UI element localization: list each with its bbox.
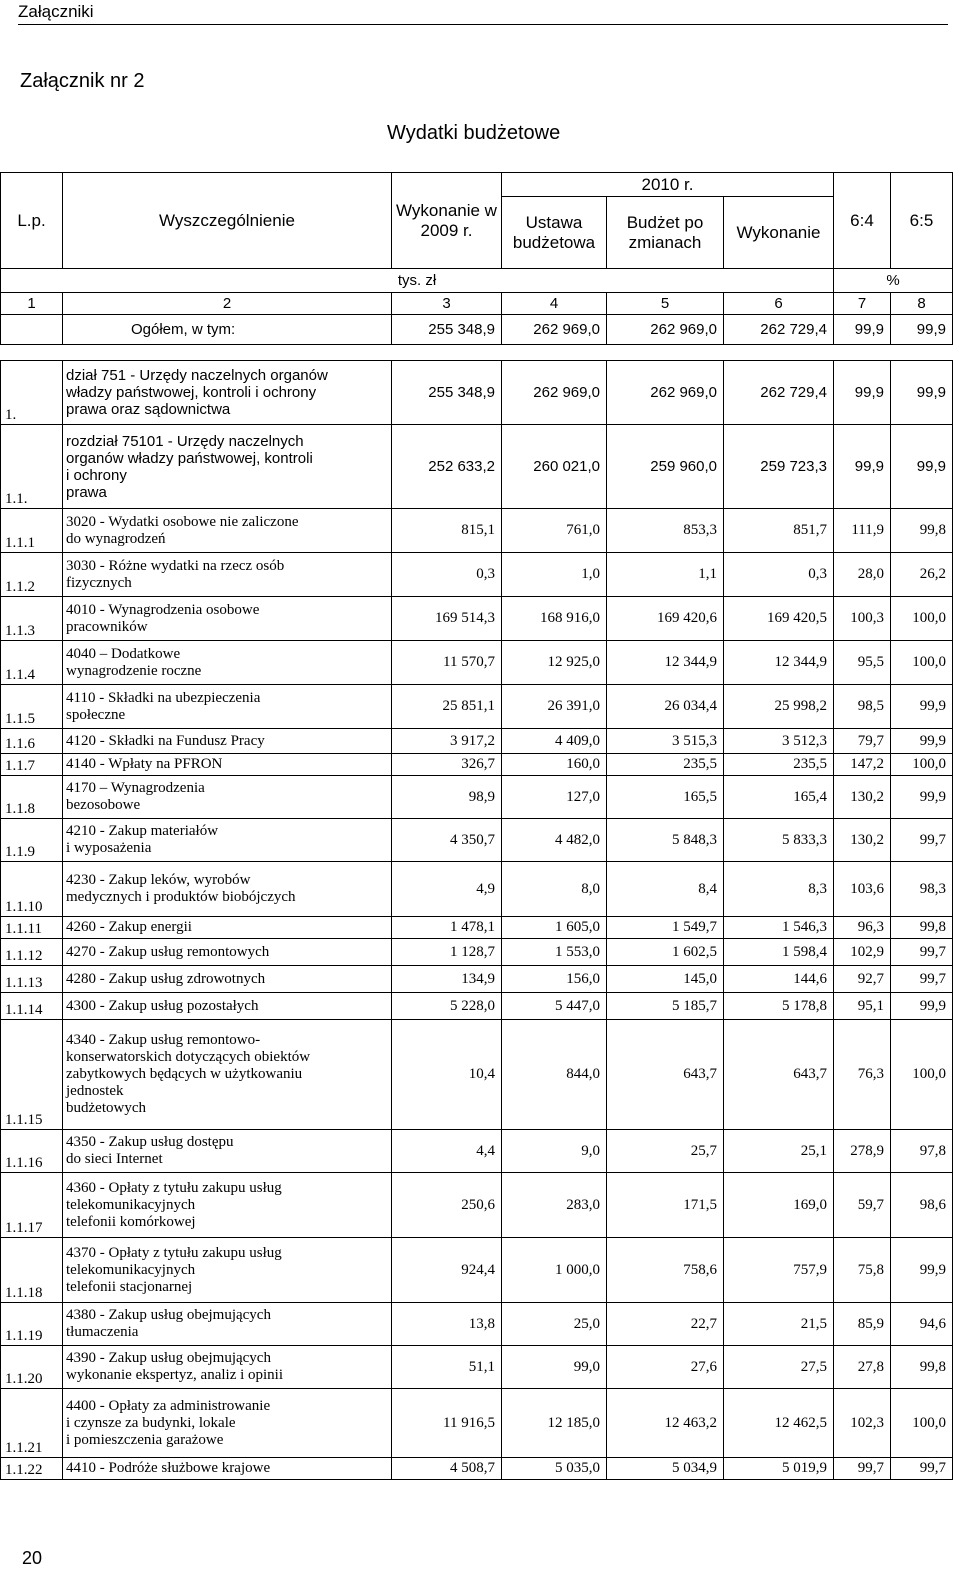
row-value: 102,9 — [834, 939, 891, 966]
column-number: 2 — [63, 293, 392, 315]
row-value: 98,3 — [891, 862, 953, 917]
row-number: 1.1.6 — [1, 729, 63, 754]
row-value: 99,7 — [891, 939, 953, 966]
row-value: 59,7 — [834, 1173, 891, 1238]
col-ustawa-header: Ustawa budżetowa — [502, 197, 607, 269]
row-value: 156,0 — [502, 966, 607, 993]
row-number: 1.1.5 — [1, 685, 63, 729]
row-description: 4040 – Dodatkowe wynagrodzenie roczne — [63, 641, 392, 685]
row-value: 79,7 — [834, 729, 891, 754]
row-number: 1.1.2 — [1, 553, 63, 597]
row-value: 1,0 — [502, 553, 607, 597]
row-value: 96,3 — [834, 917, 891, 939]
row-value: 144,6 — [724, 966, 834, 993]
row-value: 99,0 — [502, 1346, 607, 1389]
row-value: 5 019,9 — [724, 1458, 834, 1480]
row-number: 1.1.9 — [1, 819, 63, 862]
row-description: 4380 - Zakup usług obejmujących tłumaczenia — [63, 1303, 392, 1346]
row-description: 3020 - Wydatki osobowe nie zaliczone do wynagrodzeń — [63, 509, 392, 553]
row-value: 100,0 — [891, 641, 953, 685]
row-value: 12 463,2 — [607, 1389, 724, 1458]
row-value: 643,7 — [607, 1020, 724, 1130]
row-value: 758,6 — [607, 1238, 724, 1303]
page-number: 20 — [22, 1548, 43, 1568]
row-value: 1 000,0 — [502, 1238, 607, 1303]
row-value: 4 409,0 — [502, 729, 607, 754]
row-value: 160,0 — [502, 754, 607, 776]
row-value: 95,5 — [834, 641, 891, 685]
row-value: 259 960,0 — [607, 425, 724, 509]
column-number: 5 — [607, 293, 724, 315]
row-value: 12 462,5 — [724, 1389, 834, 1458]
row-value: 3 512,3 — [724, 729, 834, 754]
row-value: 26 034,4 — [607, 685, 724, 729]
row-description: 4340 - Zakup usług remontowo- konserwatorskich dotyczących obiektów zabytkowych będących w użytkowaniu jednostek budżetowych — [63, 1020, 392, 1130]
table-row — [1, 1173, 953, 1238]
row-value: 643,7 — [724, 1020, 834, 1130]
row-value: 262 969,0 — [502, 361, 607, 425]
row-value: 4 508,7 — [392, 1458, 502, 1480]
table-row — [1, 1130, 953, 1173]
row-value: 5 035,0 — [502, 1458, 607, 1480]
row-value: 851,7 — [724, 509, 834, 553]
row-value: 99,7 — [891, 966, 953, 993]
row-description: 4140 - Wpłaty na PFRON — [63, 754, 392, 776]
row-value: 169 420,6 — [607, 597, 724, 641]
row-value: 252 633,2 — [392, 425, 502, 509]
row-value: 5 228,0 — [392, 993, 502, 1020]
row-value: 99,8 — [891, 917, 953, 939]
row-value: 235,5 — [724, 754, 834, 776]
total-value: 99,9 — [834, 315, 891, 345]
row-value: 169 420,5 — [724, 597, 834, 641]
total-value: 262 969,0 — [502, 315, 607, 345]
row-value: 0,3 — [724, 553, 834, 597]
row-description: 4120 - Składki na Fundusz Pracy — [63, 729, 392, 754]
row-description: rozdział 75101 - Urzędy naczelnych organów władzy państwowej, kontroli i ochrony prawa — [63, 425, 392, 509]
row-value: 326,7 — [392, 754, 502, 776]
col-desc-header: Wyszczególnienie — [63, 173, 392, 269]
row-value: 1 128,7 — [392, 939, 502, 966]
row-value: 283,0 — [502, 1173, 607, 1238]
row-value: 5 848,3 — [607, 819, 724, 862]
row-value: 28,0 — [834, 553, 891, 597]
row-value: 8,0 — [502, 862, 607, 917]
row-value: 260 021,0 — [502, 425, 607, 509]
row-description: 4010 - Wynagrodzenia osobowe pracowników — [63, 597, 392, 641]
total-value: 99,9 — [891, 315, 953, 345]
row-description: 4260 - Zakup energii — [63, 917, 392, 939]
col-ratio64-header: 6:4 — [834, 173, 891, 269]
row-description: 4110 - Składki na ubezpieczenia społeczne — [63, 685, 392, 729]
table-row — [1, 1238, 953, 1303]
row-value: 99,9 — [834, 425, 891, 509]
row-value: 127,0 — [502, 776, 607, 819]
row-value: 1 546,3 — [724, 917, 834, 939]
row-value: 761,0 — [502, 509, 607, 553]
table-row — [1, 917, 953, 939]
row-value: 102,3 — [834, 1389, 891, 1458]
row-value: 145,0 — [607, 966, 724, 993]
row-value: 94,6 — [891, 1303, 953, 1346]
row-value: 100,0 — [891, 597, 953, 641]
row-value: 99,9 — [891, 361, 953, 425]
row-number: 1.1.3 — [1, 597, 63, 641]
unit-percent: % — [834, 269, 953, 293]
row-value: 100,0 — [891, 754, 953, 776]
row-value: 757,9 — [724, 1238, 834, 1303]
row-value: 171,5 — [607, 1173, 724, 1238]
row-value: 25,0 — [502, 1303, 607, 1346]
row-value: 26 391,0 — [502, 685, 607, 729]
table-row — [1, 776, 953, 819]
row-value: 99,9 — [891, 729, 953, 754]
table-row — [1, 597, 953, 641]
row-value: 4 350,7 — [392, 819, 502, 862]
row-value: 5 185,7 — [607, 993, 724, 1020]
row-value: 165,5 — [607, 776, 724, 819]
row-value: 262 729,4 — [724, 361, 834, 425]
row-value: 4,4 — [392, 1130, 502, 1173]
row-value: 25,7 — [607, 1130, 724, 1173]
row-value: 10,4 — [392, 1020, 502, 1130]
row-value: 255 348,9 — [392, 361, 502, 425]
table-row — [1, 1020, 953, 1130]
row-value: 99,8 — [891, 1346, 953, 1389]
column-number: 6 — [724, 293, 834, 315]
row-value: 27,8 — [834, 1346, 891, 1389]
row-value: 75,8 — [834, 1238, 891, 1303]
row-value: 25 851,1 — [392, 685, 502, 729]
row-number: 1.1.12 — [1, 939, 63, 966]
column-number: 8 — [891, 293, 953, 315]
row-number: 1. — [1, 361, 63, 425]
row-value: 26,2 — [891, 553, 953, 597]
row-value: 815,1 — [392, 509, 502, 553]
row-value: 130,2 — [834, 819, 891, 862]
row-value: 250,6 — [392, 1173, 502, 1238]
row-number: 1.1.11 — [1, 917, 63, 939]
table-row — [1, 641, 953, 685]
row-value: 25 998,2 — [724, 685, 834, 729]
row-number: 1.1.14 — [1, 993, 63, 1020]
total-label: Ogółem, w tym: — [63, 315, 392, 345]
row-value: 235,5 — [607, 754, 724, 776]
row-number: 1.1.20 — [1, 1346, 63, 1389]
row-value: 147,2 — [834, 754, 891, 776]
table-row — [1, 993, 953, 1020]
row-number: 1.1. — [1, 425, 63, 509]
row-description: 4280 - Zakup usług zdrowotnych — [63, 966, 392, 993]
expenditure-table — [0, 172, 953, 1480]
row-value: 9,0 — [502, 1130, 607, 1173]
table-row — [1, 862, 953, 917]
row-description: 4360 - Opłaty z tytułu zakupu usług telekomunikacyjnych telefonii komórkowej — [63, 1173, 392, 1238]
column-number: 3 — [392, 293, 502, 315]
row-value: 5 178,8 — [724, 993, 834, 1020]
row-value: 85,9 — [834, 1303, 891, 1346]
row-description: 4350 - Zakup usług dostępu do sieci Internet — [63, 1130, 392, 1173]
row-description: dział 751 - Urzędy naczelnych organów władzy państwowej, kontroli i ochrony prawa oraz sądownictwa — [63, 361, 392, 425]
row-value: 27,5 — [724, 1346, 834, 1389]
row-description: 4210 - Zakup materiałów i wyposażenia — [63, 819, 392, 862]
row-value: 12 344,9 — [607, 641, 724, 685]
row-number: 1.1.21 — [1, 1389, 63, 1458]
page-title: Wydatki budżetowe — [387, 122, 561, 144]
row-number: 1.1.8 — [1, 776, 63, 819]
row-number: 1.1.13 — [1, 966, 63, 993]
row-value: 103,6 — [834, 862, 891, 917]
row-value: 4,9 — [392, 862, 502, 917]
total-lp — [1, 315, 63, 345]
row-value: 25,1 — [724, 1130, 834, 1173]
header-divider — [18, 24, 948, 25]
row-value: 100,3 — [834, 597, 891, 641]
row-number: 1.1.18 — [1, 1238, 63, 1303]
row-value: 97,8 — [891, 1130, 953, 1173]
row-value: 4 482,0 — [502, 819, 607, 862]
total-row — [1, 315, 953, 345]
col-budzet-header: Budżet po zmianach — [607, 197, 724, 269]
row-value: 99,9 — [891, 425, 953, 509]
row-description: 4300 - Zakup usług pozostałych — [63, 993, 392, 1020]
table-row — [1, 729, 953, 754]
row-value: 1 549,7 — [607, 917, 724, 939]
row-value: 1 602,5 — [607, 939, 724, 966]
row-value: 99,7 — [834, 1458, 891, 1480]
row-value: 13,8 — [392, 1303, 502, 1346]
table-row — [1, 1303, 953, 1346]
table-row — [1, 425, 953, 509]
table-row — [1, 1346, 953, 1389]
row-value: 99,9 — [834, 361, 891, 425]
row-value: 12 925,0 — [502, 641, 607, 685]
row-value: 111,9 — [834, 509, 891, 553]
row-value: 99,9 — [891, 776, 953, 819]
row-description: 4400 - Opłaty za administrowanie i czynsze za budynki, lokale i pomieszczenia garażowe — [63, 1389, 392, 1458]
row-value: 259 723,3 — [724, 425, 834, 509]
column-number: 1 — [1, 293, 63, 315]
row-value: 130,2 — [834, 776, 891, 819]
table-row — [1, 966, 953, 993]
row-value: 8,4 — [607, 862, 724, 917]
row-value: 924,4 — [392, 1238, 502, 1303]
row-value: 165,4 — [724, 776, 834, 819]
row-value: 21,5 — [724, 1303, 834, 1346]
row-value: 27,6 — [607, 1346, 724, 1389]
column-number: 7 — [834, 293, 891, 315]
row-value: 134,9 — [392, 966, 502, 993]
row-value: 98,6 — [891, 1173, 953, 1238]
row-value: 92,7 — [834, 966, 891, 993]
row-description: 4270 - Zakup usług remontowych — [63, 939, 392, 966]
row-value: 5 833,3 — [724, 819, 834, 862]
row-number: 1.1.1 — [1, 509, 63, 553]
row-value: 22,7 — [607, 1303, 724, 1346]
col-wykonanie-header: Wykonanie — [724, 197, 834, 269]
row-value: 76,3 — [834, 1020, 891, 1130]
column-number: 4 — [502, 293, 607, 315]
table-row — [1, 1389, 953, 1458]
row-value: 8,3 — [724, 862, 834, 917]
row-value: 262 969,0 — [607, 361, 724, 425]
row-value: 1,1 — [607, 553, 724, 597]
col-lp-header: L.p. — [1, 173, 63, 269]
total-value: 262 729,4 — [724, 315, 834, 345]
row-value: 100,0 — [891, 1020, 953, 1130]
row-description: 4410 - Podróże służbowe krajowe — [63, 1458, 392, 1480]
row-value: 168 916,0 — [502, 597, 607, 641]
row-value: 11 916,5 — [392, 1389, 502, 1458]
row-value: 3 515,3 — [607, 729, 724, 754]
table-row — [1, 819, 953, 862]
row-value: 12 185,0 — [502, 1389, 607, 1458]
row-number: 1.1.17 — [1, 1173, 63, 1238]
total-value: 262 969,0 — [607, 315, 724, 345]
row-number: 1.1.15 — [1, 1020, 63, 1130]
row-number: 1.1.10 — [1, 862, 63, 917]
row-value: 11 570,7 — [392, 641, 502, 685]
row-value: 99,7 — [891, 1458, 953, 1480]
col-year-header: 2010 r. — [502, 173, 834, 197]
row-value: 169 514,3 — [392, 597, 502, 641]
row-value: 844,0 — [502, 1020, 607, 1130]
unit-amount: tys. zł — [1, 269, 834, 293]
section-header: Załączniki — [18, 2, 94, 21]
row-value: 169,0 — [724, 1173, 834, 1238]
table-row — [1, 1458, 953, 1480]
row-value: 5 034,9 — [607, 1458, 724, 1480]
table-row — [1, 509, 953, 553]
row-description: 4390 - Zakup usług obejmujących wykonanie ekspertyz, analiz i opinii — [63, 1346, 392, 1389]
col-wyk2009-header: Wykonanie w 2009 r. — [392, 173, 502, 269]
row-value: 99,7 — [891, 819, 953, 862]
row-value: 99,9 — [891, 685, 953, 729]
row-value: 51,1 — [392, 1346, 502, 1389]
table-row — [1, 754, 953, 776]
row-value: 5 447,0 — [502, 993, 607, 1020]
row-value: 3 917,2 — [392, 729, 502, 754]
row-value: 98,5 — [834, 685, 891, 729]
row-number: 1.1.4 — [1, 641, 63, 685]
table-row — [1, 553, 953, 597]
row-description: 3030 - Różne wydatki na rzecz osób fizycznych — [63, 553, 392, 597]
row-number: 1.1.7 — [1, 754, 63, 776]
row-value: 1 598,4 — [724, 939, 834, 966]
row-description: 4230 - Zakup leków, wyrobów medycznych i produktów biobójczych — [63, 862, 392, 917]
table-row — [1, 939, 953, 966]
row-value: 99,9 — [891, 1238, 953, 1303]
row-value: 1 478,1 — [392, 917, 502, 939]
row-number: 1.1.19 — [1, 1303, 63, 1346]
row-description: 4370 - Opłaty z tytułu zakupu usług telekomunikacyjnych telefonii stacjonarnej — [63, 1238, 392, 1303]
row-value: 278,9 — [834, 1130, 891, 1173]
row-value: 853,3 — [607, 509, 724, 553]
row-value: 99,9 — [891, 993, 953, 1020]
row-value: 1 605,0 — [502, 917, 607, 939]
row-value: 12 344,9 — [724, 641, 834, 685]
row-value: 98,9 — [392, 776, 502, 819]
row-number: 1.1.16 — [1, 1130, 63, 1173]
annex-title: Załącznik nr 2 — [20, 70, 145, 92]
row-description: 4170 – Wynagrodzenia bezosobowe — [63, 776, 392, 819]
col-ratio65-header: 6:5 — [891, 173, 953, 269]
row-number: 1.1.22 — [1, 1458, 63, 1480]
row-value: 0,3 — [392, 553, 502, 597]
table-row — [1, 685, 953, 729]
row-value: 99,8 — [891, 509, 953, 553]
row-value: 1 553,0 — [502, 939, 607, 966]
table-row — [1, 361, 953, 425]
total-value: 255 348,9 — [392, 315, 502, 345]
row-value: 100,0 — [891, 1389, 953, 1458]
row-value: 95,1 — [834, 993, 891, 1020]
